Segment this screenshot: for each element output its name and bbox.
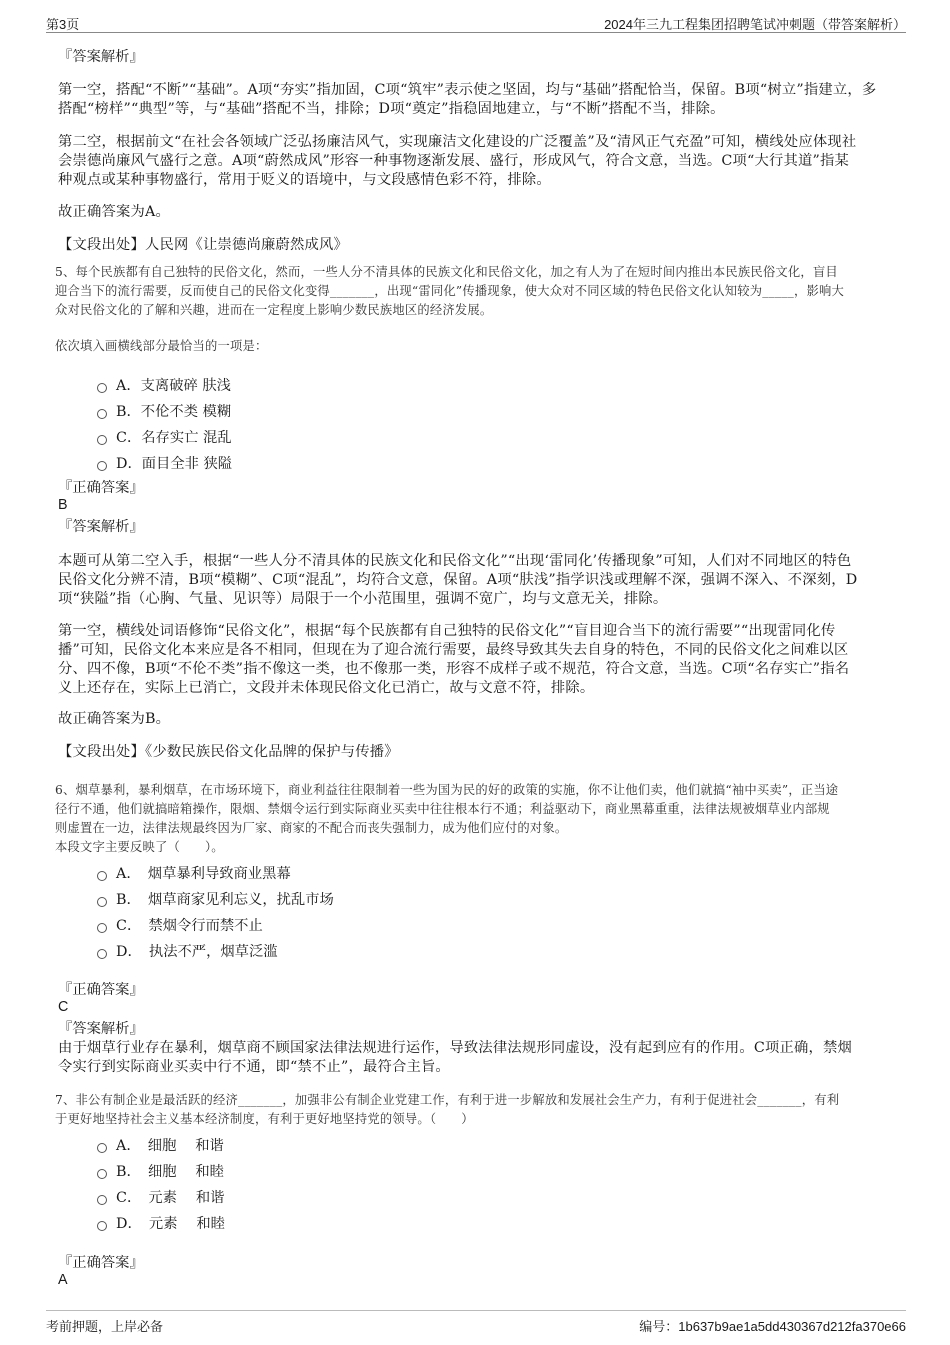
text-line: 义上还存在，实际上已消亡，文段并未体现民俗文化已消亡，故与文意不符，排除。 (58, 680, 595, 696)
option-c[interactable]: C． 元素 和谐 (97, 1185, 225, 1211)
radio-icon[interactable] (97, 383, 107, 393)
radio-icon[interactable] (97, 435, 107, 445)
text-line: 会崇德尚廉风气盛行之意。A项“蔚然成风”形容一种事物逐渐发展、盛行，形成风气，符合文意，当选。C项“大行其道”指某 (58, 153, 850, 169)
code-label: 编号： (639, 1319, 679, 1334)
text-line: 则虚置在一边，法律法规最终因为厂家、商家的不配合而丧失强制力，成为他们应付的对象。 (55, 821, 568, 835)
option-a[interactable]: A．支离破碎 肤浅 (97, 373, 232, 399)
q6-analysis (58, 1039, 852, 1077)
radio-icon[interactable] (97, 897, 107, 907)
correct-answer: C (58, 999, 69, 1015)
option-d[interactable]: D．面目全非 狭隘 (97, 451, 232, 477)
text-line: 7、非公有制企业是最活跃的经济_______，加强非公有制企业党建工作，有利于进一步解放和发展社会生产力，有利于促进社会_______，有利 (55, 1093, 840, 1107)
text-line: 第二空，根据前文“在社会各领域广泛弘扬廉洁风气，实现廉洁文化建设的广泛覆盖”及“清风正气充盈”可知，横线处应体现社 (58, 134, 857, 150)
text-line: 由于烟草行业存在暴利，烟草商不顾国家法律法规进行运作，导致法律法规形同虚设，没有起到应有的作用。C项正确，禁烟 (58, 1040, 852, 1056)
option-c[interactable]: C． 禁烟令行而禁不止 (97, 913, 334, 939)
text-line: 众对民俗文化的了解和兴趣，进而在一定程度上影响少数民族地区的经济发展。 (55, 303, 493, 317)
q4-analysis-p1 (58, 81, 876, 119)
q5-prompt: 依次填入画横线部分最恰当的一项是： (55, 339, 268, 353)
text-line: 本段文字主要反映了（ ）。 (55, 840, 224, 854)
analysis-label: 『答案解析』 (58, 519, 144, 535)
document-title: 2024年三九工程集团招聘笔试冲刺题（带答案解析） (604, 17, 906, 32)
q5-source: 【文段出处】《少数民族民俗文化品牌的保护与传播》 (58, 744, 399, 760)
q4-source: 【文段出处】人民网《让崇德尚廉蔚然成风》 (58, 237, 348, 253)
text-line: 搭配“榜样”“典型”等，与“基础”搭配不当，排除；D项“奠定”指稳固地建立，与“不断”搭配不当，排除。 (58, 101, 725, 117)
q5-analysis-p1 (58, 552, 857, 609)
q6-options (97, 861, 334, 965)
footer-slogan: 考前押题，上岸必备 (46, 1319, 164, 1334)
document-code: 1b637b9ae1a5dd430367d212fa370e66 (678, 1319, 906, 1334)
q5-options (97, 373, 232, 477)
option-b[interactable]: B．不伦不类 模糊 (97, 399, 232, 425)
text-line: 种观点或某种事物盛行，常用于贬义的语境中，与文段感情色彩不符，排除。 (58, 172, 551, 188)
correct-answer: B (58, 497, 68, 513)
radio-icon[interactable] (97, 871, 107, 881)
option-b[interactable]: B． 细胞 和睦 (97, 1159, 225, 1185)
footer-code (639, 1316, 906, 1335)
option-a[interactable]: A． 烟草暴利导致商业黑幕 (97, 861, 334, 887)
text-line: 第一空，搭配“不断”“基础”。A项“夯实”指加固，C项“筑牢”表示使之坚固，均与“基础”搭配恰当，保留。B项“树立”指建立，多 (58, 82, 877, 98)
page-header (46, 12, 906, 33)
radio-icon[interactable] (97, 409, 107, 419)
text-line: 迎合当下的流行需要，反而使自己的民俗文化变得_______，出现“雷同化”传播现象，使大众对不同区域的特色民俗文化认知较为_____，影响大 (55, 284, 844, 298)
option-d[interactable]: D． 执法不严，烟草泛滥 (97, 939, 334, 965)
text-line: 第一空，横线处词语修饰“民俗文化”，根据“每个民族都有自己独特的民俗文化”“盲目迎合当下的流行需要”“出现雷同化传 (58, 623, 836, 639)
radio-icon[interactable] (97, 1169, 107, 1179)
q6-stem (55, 781, 905, 857)
page-number: 第3页 (46, 17, 80, 32)
text-line: 于更好地坚持社会主义基本经济制度，有利于更好地坚持党的领导。（ ） (55, 1112, 474, 1126)
answer-label: 『正确答案』 (58, 1255, 144, 1271)
text-line: 播”可知，民俗文化本来应是各不相同，但现在为了迎合流行需要，最终导致其失去自身的特色，不同的民俗文化之间难以区 (58, 642, 849, 658)
text-line: 5、每个民族都有自己独特的民俗文化，然而，一些人分不清具体的民族文化和民俗文化，加之有人为了在短时间内推出本民族民俗文化，盲目 (55, 265, 838, 279)
radio-icon[interactable] (97, 461, 107, 471)
q5-conclusion: 故正确答案为B。 (58, 711, 171, 727)
answer-label: 『正确答案』 (58, 982, 144, 998)
text-line: 本题可从第二空入手，根据“一些人分不清具体的民族文化和民俗文化”“出现‘雷同化’传播现象”可知，人们对不同地区的特色 (58, 553, 852, 569)
option-b[interactable]: B． 烟草商家见利忘义，扰乱市场 (97, 887, 334, 913)
radio-icon[interactable] (97, 949, 107, 959)
text-line: 令实行到实际商业买卖中行不通，即“禁不止”，最符合主旨。 (58, 1059, 450, 1075)
option-a[interactable]: A． 细胞 和谐 (97, 1133, 225, 1159)
analysis-label: 『答案解析』 (58, 49, 144, 65)
q5-stem (55, 263, 905, 320)
q7-stem (55, 1091, 905, 1129)
q4-analysis-p2 (58, 133, 856, 190)
option-c[interactable]: C．名存实亡 混乱 (97, 425, 232, 451)
q7-options (97, 1133, 225, 1237)
answer-label: 『正确答案』 (58, 480, 144, 496)
text-line: 项“狭隘”指（心胸、气量、见识等）局限于一个小范围里，强调不宽广，均与文意无关，排除。 (58, 591, 668, 607)
radio-icon[interactable] (97, 1143, 107, 1153)
radio-icon[interactable] (97, 1195, 107, 1205)
q4-conclusion: 故正确答案为A。 (58, 204, 171, 220)
radio-icon[interactable] (97, 923, 107, 933)
option-d[interactable]: D． 元素 和睦 (97, 1211, 225, 1237)
text-line: 民俗文化分辨不清，B项“模糊”、C项“混乱”，均符合文意，保留。A项“肤浅”指学识浅或理解不深，强调不深入、不深刻，D (58, 572, 858, 588)
q5-analysis-p2 (58, 622, 849, 698)
text-line: 6、烟草暴利，暴利烟草，在市场环境下，商业利益往往限制着一些为国为民的好的政策的实施，你不让他们卖，他们就搞“袖中买卖”，正当途 (55, 783, 839, 797)
correct-answer: A (58, 1272, 68, 1288)
analysis-label: 『答案解析』 (58, 1021, 144, 1037)
footer-rule (46, 1310, 906, 1312)
radio-icon[interactable] (97, 1221, 107, 1231)
text-line: 径行不通，他们就搞暗箱操作，限烟、禁烟令运行到实际商业买卖中往往根本行不通；利益驱动下，商业黑幕重重，法律法规被烟草业内部规 (55, 802, 830, 816)
text-line: 分、四不像，B项“不伦不类”指不像这一类，也不像那一类，形容不成样子或不规范，符合文意，当选。C项“名存实亡”指名 (58, 661, 850, 677)
